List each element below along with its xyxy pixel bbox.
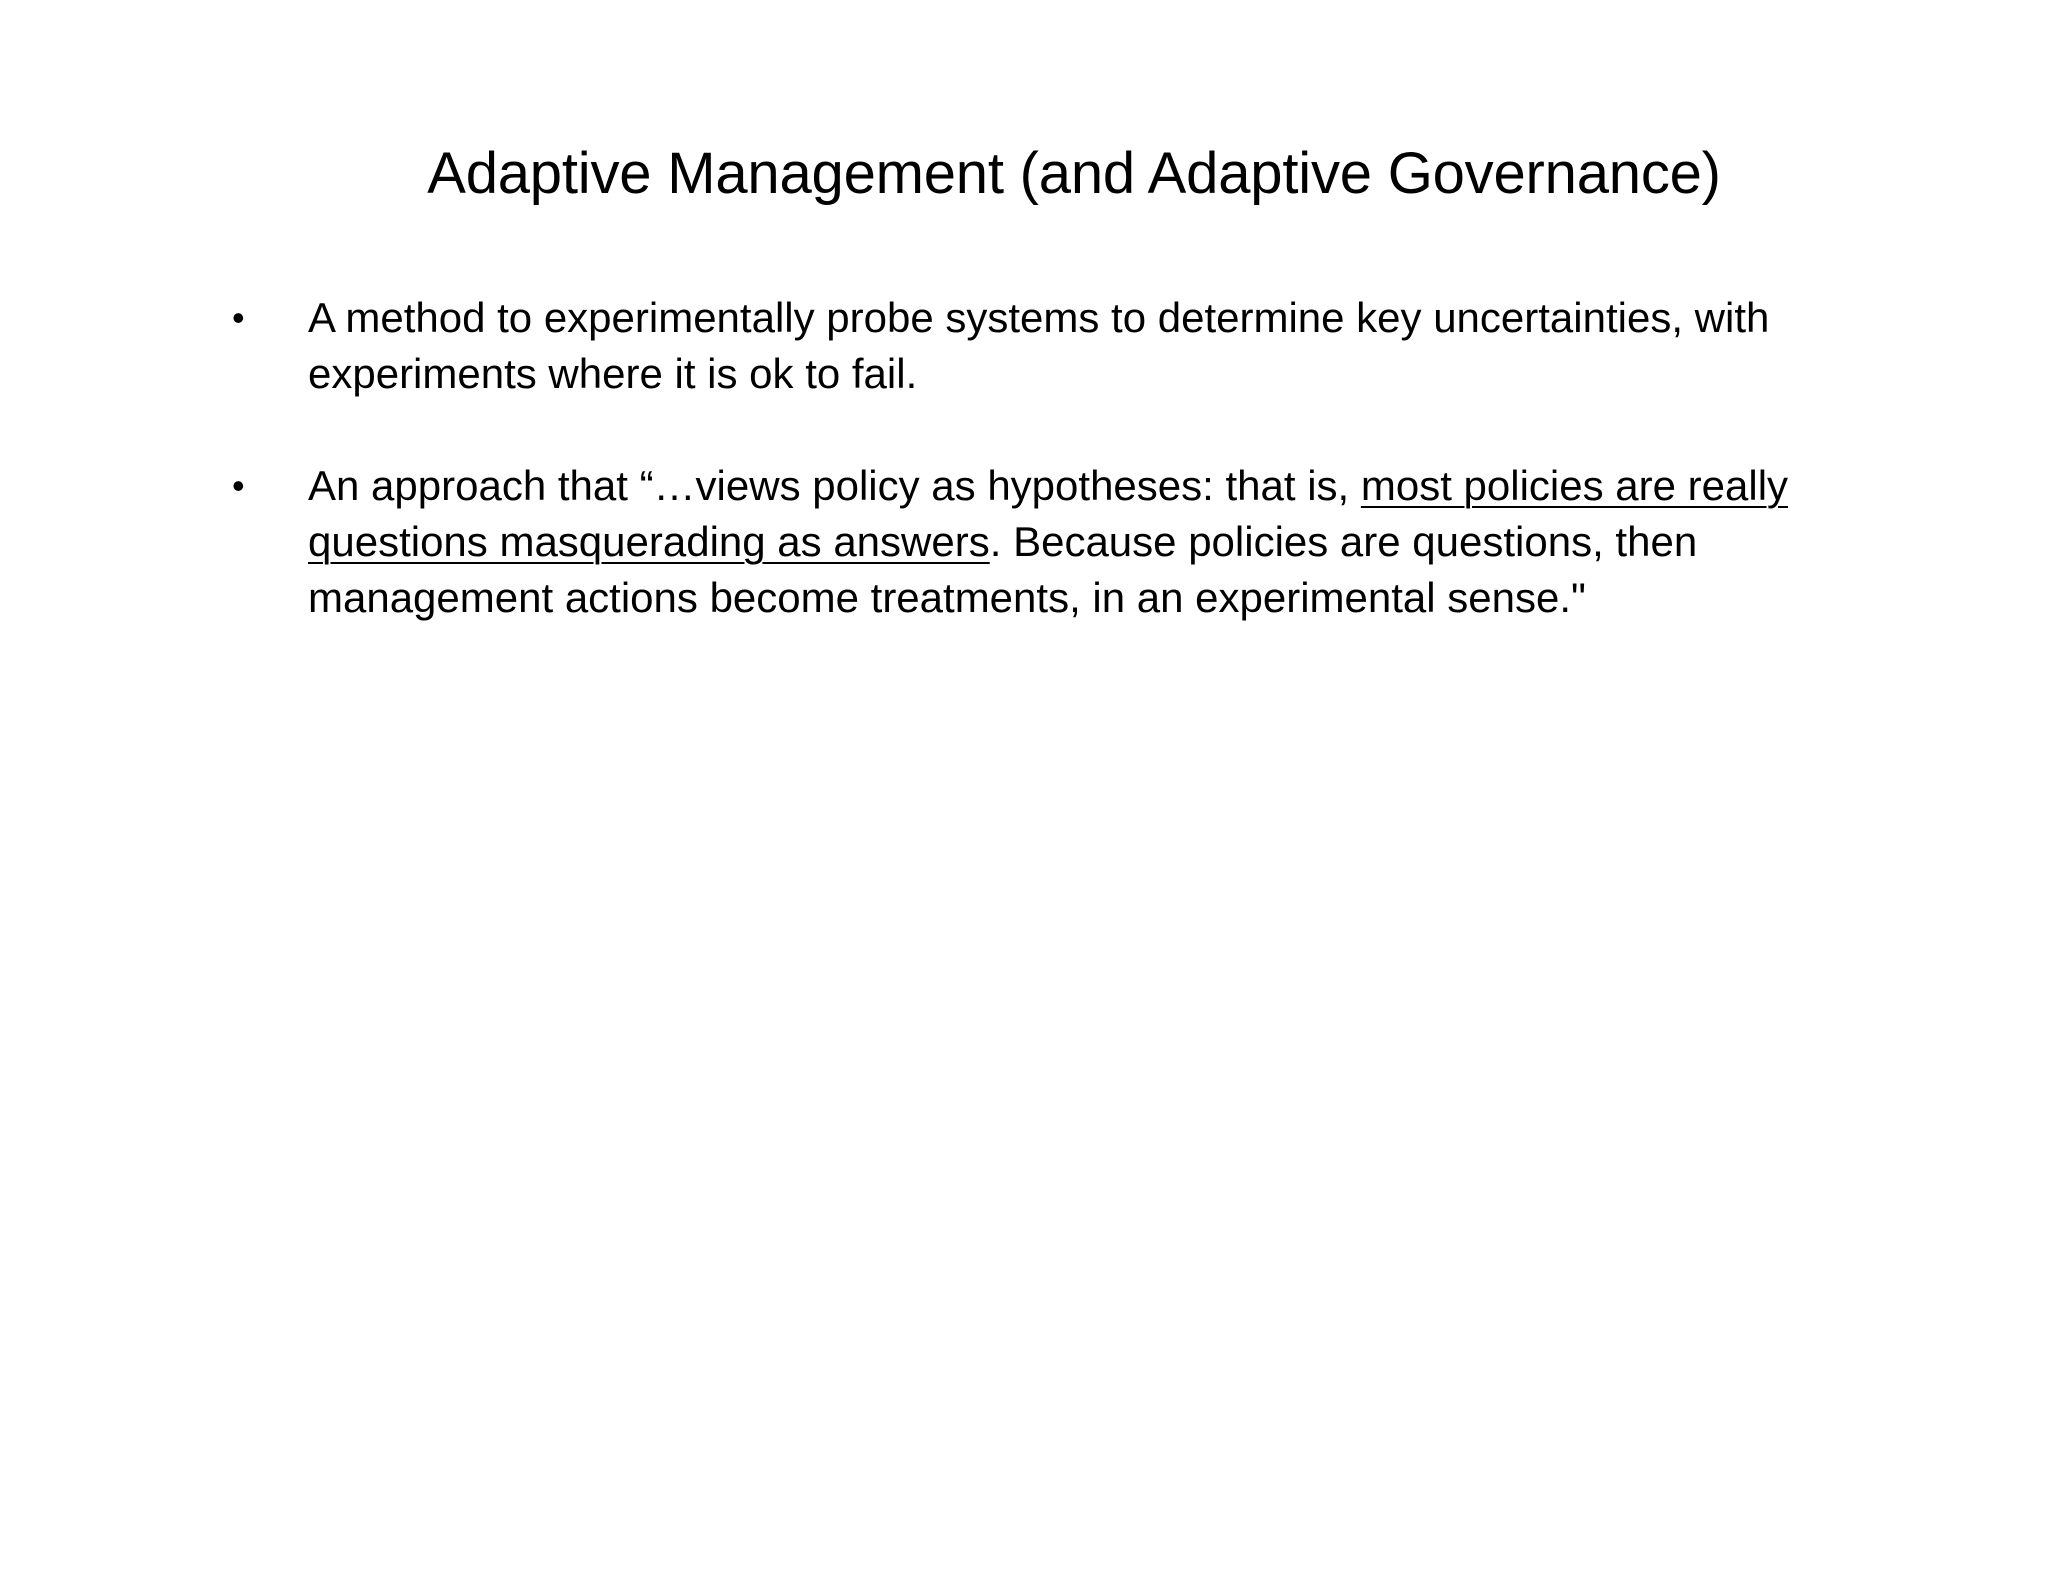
bullet-icon: • bbox=[232, 297, 245, 338]
bullet-text-start: An approach that “…views policy as hypotheses: that is, bbox=[308, 462, 1361, 509]
bullet-list bbox=[232, 290, 1872, 682]
bullet-item-2 bbox=[232, 458, 1872, 626]
bullet-text-underlined: most policies are really questions masquerading as answers bbox=[308, 462, 1789, 565]
bullet-text-end: . Because policies are questions, then management actions become treatments, in an experimental sense." bbox=[308, 518, 1698, 621]
bullet-text: A method to experimentally probe systems to determine key uncertainties, with experiments where it is ok to fail. bbox=[308, 294, 1770, 397]
bullet-item-1 bbox=[232, 290, 1872, 402]
slide-title: Adaptive Management (and Adaptive Governance) bbox=[427, 141, 1721, 206]
bullet-icon: • bbox=[232, 465, 245, 506]
